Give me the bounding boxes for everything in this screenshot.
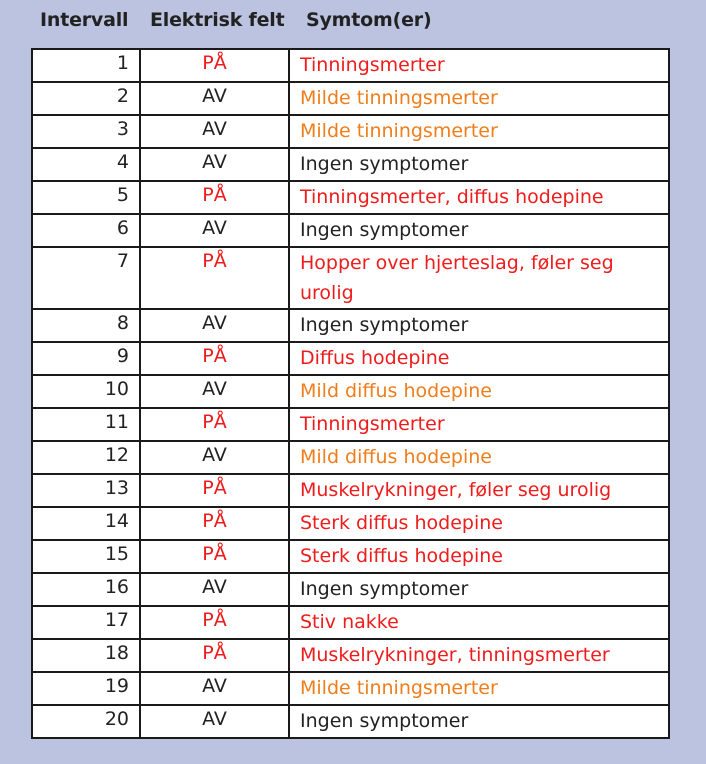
table-row [32, 247, 669, 309]
electric-field-cell: AV [140, 82, 289, 115]
symptom-cell: Ingen symptomer [289, 705, 669, 738]
table-row [32, 375, 669, 408]
table-row [32, 639, 669, 672]
interval-cell: 15 [32, 540, 140, 573]
interval-cell: 11 [32, 408, 140, 441]
electric-field-cell: PÅ [140, 49, 289, 82]
header-electric-field: Elektrisk felt [150, 9, 285, 31]
electric-field-cell: PÅ [140, 181, 289, 214]
interval-cell: 5 [32, 181, 140, 214]
interval-cell: 1 [32, 49, 140, 82]
symptom-cell: Muskelrykninger, føler seg urolig [289, 474, 669, 507]
electric-field-cell: AV [140, 573, 289, 606]
interval-cell: 12 [32, 441, 140, 474]
interval-cell: 18 [32, 639, 140, 672]
electric-field-cell: AV [140, 375, 289, 408]
symptom-cell: Muskelrykninger, tinningsmerter [289, 639, 669, 672]
table-row [32, 214, 669, 247]
symptom-cell: Hopper over hjerteslag, føler seg urolig [289, 247, 669, 309]
electric-field-cell: AV [140, 441, 289, 474]
table-row [32, 441, 669, 474]
table-row [32, 115, 669, 148]
symptom-cell: Milde tinningsmerter [289, 115, 669, 148]
symptom-cell: Ingen symptomer [289, 148, 669, 181]
interval-cell: 14 [32, 507, 140, 540]
electric-field-cell: PÅ [140, 247, 289, 309]
symptom-cell: Stiv nakke [289, 606, 669, 639]
interval-cell: 20 [32, 705, 140, 738]
header-symptoms: Symtom(er) [306, 9, 432, 31]
electric-field-cell: AV [140, 705, 289, 738]
symptom-cell: Tinningsmerter [289, 49, 669, 82]
symptom-cell: Diffus hodepine [289, 342, 669, 375]
interval-cell: 13 [32, 474, 140, 507]
electric-field-cell: PÅ [140, 342, 289, 375]
interval-cell: 17 [32, 606, 140, 639]
table-row [32, 148, 669, 181]
interval-cell: 2 [32, 82, 140, 115]
table-row [32, 342, 669, 375]
table-row [32, 606, 669, 639]
symptom-cell: Mild diffus hodepine [289, 375, 669, 408]
interval-cell: 19 [32, 672, 140, 705]
symptom-cell: Tinningsmerter, diffus hodepine [289, 181, 669, 214]
interval-cell: 10 [32, 375, 140, 408]
header-interval: Intervall [40, 9, 129, 31]
electric-field-cell: PÅ [140, 606, 289, 639]
table-header [0, 0, 706, 48]
electric-field-cell: PÅ [140, 474, 289, 507]
symptom-cell: Tinningsmerter [289, 408, 669, 441]
electric-field-cell: AV [140, 214, 289, 247]
symptom-cell: Sterk diffus hodepine [289, 507, 669, 540]
symptom-cell: Ingen symptomer [289, 309, 669, 342]
interval-cell: 4 [32, 148, 140, 181]
symptom-cell: Mild diffus hodepine [289, 441, 669, 474]
electric-field-cell: PÅ [140, 507, 289, 540]
table-row [32, 82, 669, 115]
electric-field-cell: AV [140, 115, 289, 148]
symptom-cell: Ingen symptomer [289, 573, 669, 606]
table-row [32, 49, 669, 82]
electric-field-cell: AV [140, 148, 289, 181]
symptom-table [31, 48, 670, 739]
table-row [32, 573, 669, 606]
electric-field-cell: PÅ [140, 639, 289, 672]
interval-cell: 6 [32, 214, 140, 247]
symptom-cell: Ingen symptomer [289, 214, 669, 247]
table-row [32, 181, 669, 214]
table-row [32, 672, 669, 705]
table-row [32, 309, 669, 342]
interval-cell: 8 [32, 309, 140, 342]
interval-cell: 9 [32, 342, 140, 375]
symptom-cell: Sterk diffus hodepine [289, 540, 669, 573]
table-row [32, 408, 669, 441]
table-row [32, 705, 669, 738]
interval-cell: 7 [32, 247, 140, 309]
table-row [32, 540, 669, 573]
table-row [32, 507, 669, 540]
interval-cell: 16 [32, 573, 140, 606]
interval-cell: 3 [32, 115, 140, 148]
electric-field-cell: PÅ [140, 408, 289, 441]
electric-field-cell: PÅ [140, 540, 289, 573]
symptom-cell: Milde tinningsmerter [289, 672, 669, 705]
table-row [32, 474, 669, 507]
electric-field-cell: AV [140, 309, 289, 342]
symptom-cell: Milde tinningsmerter [289, 82, 669, 115]
electric-field-cell: AV [140, 672, 289, 705]
